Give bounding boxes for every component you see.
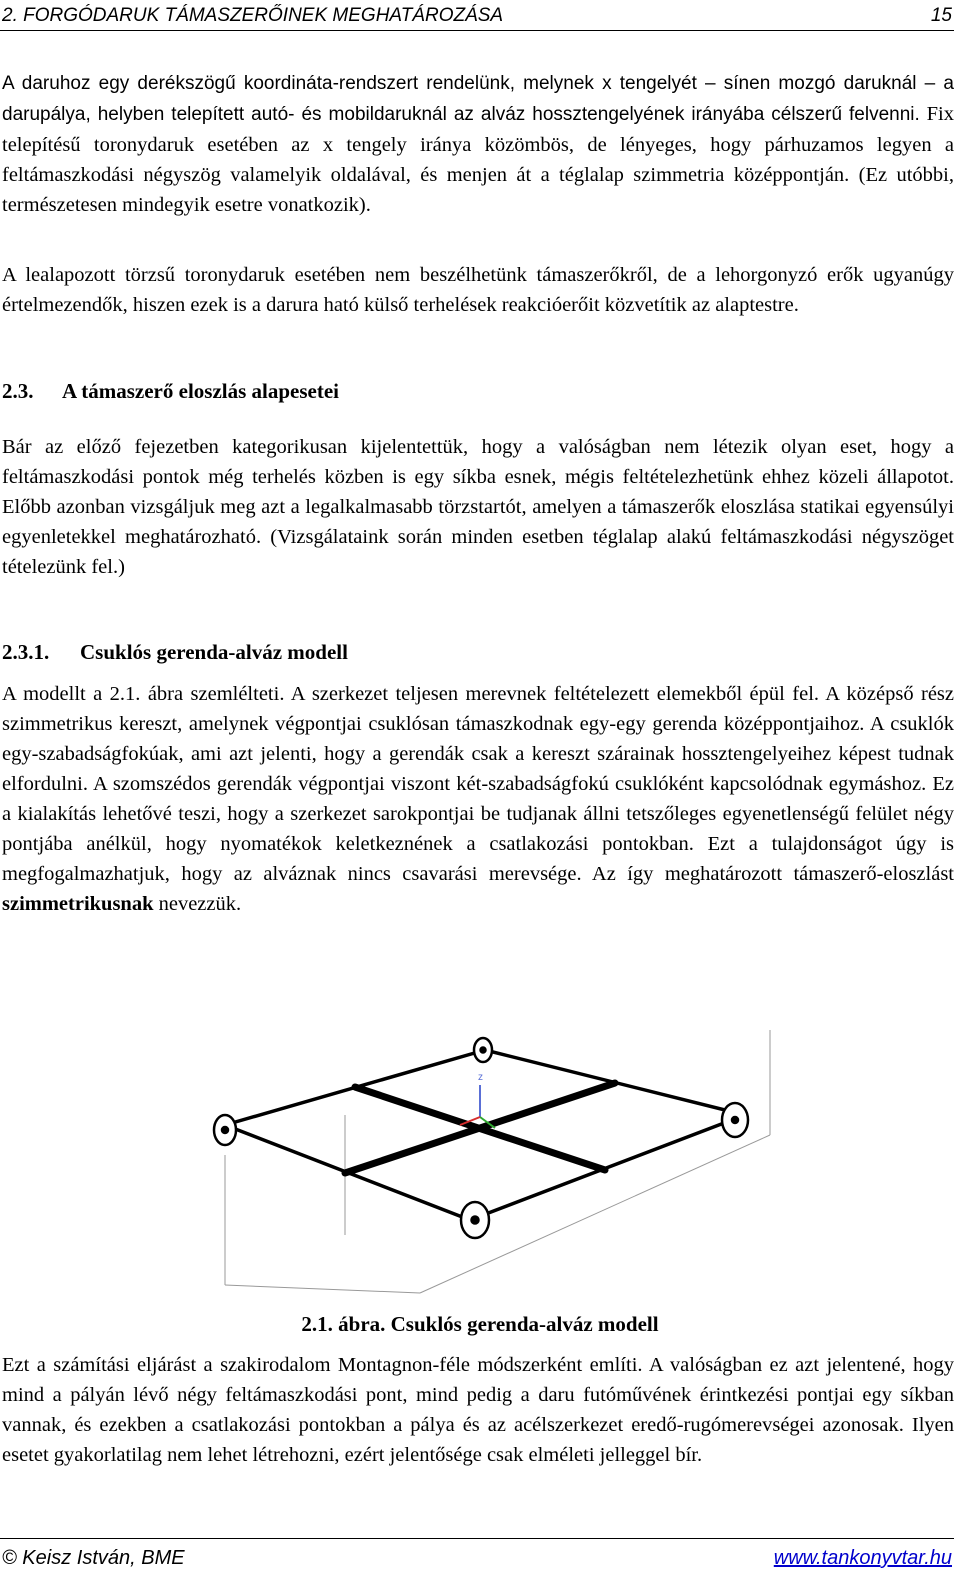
page-number: 15	[930, 5, 952, 26]
subsection-title: Csuklós gerenda-alváz modell	[80, 640, 348, 664]
support-plane	[225, 1030, 770, 1293]
wheels	[214, 1038, 748, 1238]
axis-z-label: z	[478, 1072, 483, 1083]
wheel-rear-left-hub	[222, 1127, 228, 1133]
wheel-front-right-hub	[732, 1117, 738, 1123]
copyright-author: © Keisz István, BME	[2, 1547, 185, 1569]
beam-front	[470, 1115, 745, 1220]
subsection-number: 2.3.1.	[2, 640, 50, 664]
page-footer	[0, 1538, 954, 1571]
section-title: A támaszerő eloszlás alapesetei	[62, 379, 340, 403]
wheel-front-left-hub	[472, 1217, 479, 1224]
model-text: A modellt a 2.1. ábra szemlélteti. A szerkezet teljesen merevnek feltételezett elemekből épül fel. A középső rész szimmetrikus kereszt, amelynek végpontjai csuklósan támaszkodnak egy-egy gerenda középpontjaihoz. A csuklók egy-szabadságfokúak, ami azt jelenti, hogy a gerendák csak a kereszt szárainak hossztengelyeihez képest tudnak elfordulni. A szomszédos gerendák végpontjai viszont két-szabadságfokú csuklóként kapcsolódnak egymáshoz. Ez a kialakítás lehetővé teszi, hogy a szerkezet sarokpontjai be tudjanak állni tetszőleges egyenetlenségű felület négy pontjába anélkül, hogy nyomatékok keletkeznének a csatlakozási pontokban. Ezt a tulajdonságot úgy is megfogalmazhatjuk, hogy az alváznak nincs csavarási merevsége. Az így meghatározott támaszerő-eloszlást	[2, 683, 954, 885]
wheel-rear-right-hub	[481, 1048, 486, 1053]
chassis-model-figure	[195, 995, 780, 1300]
paragraph-coordinate-system-part1: A daruhoz egy derékszögű koordináta-rendszert rendelünk, melynek x tengelyét – sínen mozgó daruknál – a darupálya, helyben telepített autó- és mobildaruknál az alváz hossztengelyének irányába célszerű felvenni.	[2, 73, 954, 125]
paragraph-base-cases: Bár az előző fejezetben kategorikusan kijelentettük, hogy a valóságban nem létezik olyan eset, hogy a feltámaszkodási pontok még terhelés közben is egy síkba esnek, mégis feltételezhetünk ehhez közeli állapotot. Előbb azonban vizsgáljuk meg azt a legalkalmasabb törzstartót, amelyen a támaszerők eloszlása statikai egyensúlyi egyenletekkel meghatározható. (Vizsgálataink során minden esetben téglalap alakú feltámaszkodási négyszöget tételezünk fel.)	[2, 436, 954, 578]
beam-frame	[225, 1050, 745, 1220]
paragraph-model-description	[2, 679, 954, 919]
paragraph-anchored-cranes: A lealapozott törzsű toronydaruk esetében nem beszélhetünk támaszerőkről, de a lehorgonyzó erők ugyanúgy értelmezendők, hiszen ezek is a darura ható külső terhelések reakcióerőit közvetítik az alaptestre.	[2, 264, 954, 316]
section-number: 2.3.	[2, 379, 34, 403]
footer-link[interactable]: www.tankonyvtar.hu	[773, 1547, 952, 1569]
model-text-end: nevezzük.	[153, 893, 242, 915]
model-text-bold: szimmetrikusnak	[2, 893, 154, 915]
paragraph-coordinate-system-part2: Fix telepítésű toronydaruk esetében az x tengely iránya közömbös, de lényeges, hogy párhuzamos legyen a feltámaszkodási négyszög valamelyik oldalával, és menjen át a téglalap szimmetria középpontján. (Ez utóbbi, természetesen mindegyik esetre vonatkozik).	[2, 103, 954, 216]
page-header	[0, 2, 954, 31]
section-heading-2-3	[2, 376, 339, 406]
paragraph-montagnon: Ezt a számítási eljárást a szakirodalom Montagnon-féle módszerként említi. A valóságban ez azt jelentené, hogy mind a pályán lévő négy feltámaszkodási pont, mind pedig a daru futóművének érintkezési pontjai egy síkban vannak, és ezekben a csatlakozási pontokban a pálya és az acélszerkezet eredő-rugómerevségei azonosak. Ilyen esetet gyakorlatilag nem lehet létrehozni, ezért jelentősége csak elméleti jelleggel bír.	[2, 1354, 954, 1466]
section-heading-2-3-1	[2, 637, 348, 667]
figure-caption: 2.1. ábra. Csuklós gerenda-alváz modell	[301, 1312, 659, 1336]
coordinate-axes	[460, 1072, 495, 1128]
chapter-title: 2. FORGÓDARUK TÁMASZERŐINEK MEGHATÁROZÁSA	[2, 5, 504, 26]
paragraph-coordinate-system	[2, 68, 954, 220]
